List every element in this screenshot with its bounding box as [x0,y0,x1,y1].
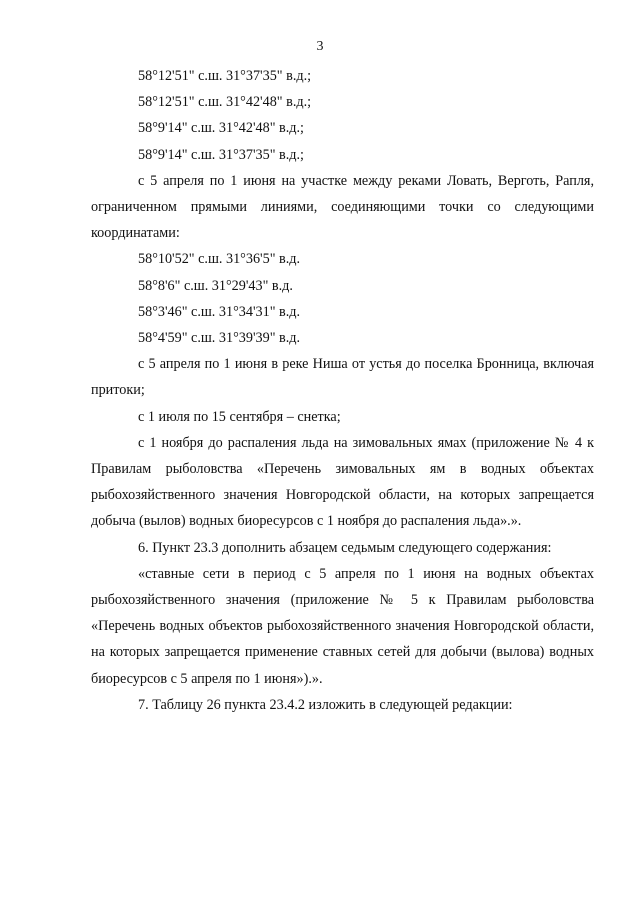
document-body [91,63,594,718]
coordinate-line: 58°9'14" с.ш. 31°42'48" в.д.; [138,120,304,137]
coordinates-list-2 [91,246,594,351]
paragraph-item-7: 7. Таблицу 26 пункта 23.4.2 изложить в следующей редакции: [138,696,513,713]
coordinate-line: 58°3'46" с.ш. 31°34'31" в.д. [138,303,301,320]
paragraph-nets: «ставные сети в период с 5 апреля по 1 июня на водных объектах рыбохозяйственного значения (приложение № 5 к Правилам рыболовства «Перечень водных объектов рыбохозяйственного значения Новгородской области, на которых запрещается применение ставных сетей для добычи (вылова) водных биоресурсов с 5 апреля по 1 июня»).». [91,565,594,687]
paragraph-snetka: с 1 июля по 15 сентября – снетка; [138,408,341,425]
coordinate-line: 58°12'51" с.ш. 31°42'48" в.д.; [138,94,312,111]
coordinate-line: 58°9'14" с.ш. 31°37'35" в.д.; [138,146,304,163]
coordinate-line: 58°10'52" с.ш. 31°36'5" в.д. [138,251,301,268]
paragraph-winter-pits: с 1 ноября до распаления льда на зимовальных ямах (приложение № 4 к Правилам рыболовства «Перечень зимовальных ям в водных объектах рыбохозяйственного значения Новгородской области, на которых запрещается добыча (вылов) водных биоресурсов с 1 ноября до распаления льда».». [91,434,594,530]
page-number: 3 [316,39,324,54]
coordinate-line: 58°4'59" с.ш. 31°39'39" в.д. [138,330,301,347]
paragraph-lovat: с 5 апреля по 1 июня на участке между реками Ловать, Верготь, Рапля, ограниченном прямыми линиями, соединяющими точки со следующими координатами: [91,172,594,242]
coordinate-line: 58°12'51" с.ш. 31°37'35" в.д.; [138,68,312,84]
paragraph-nisha: с 5 апреля по 1 июня в реке Ниша от устья до поселка Бронница, включая притоки; [91,356,594,399]
coordinate-line: 58°8'6" с.ш. 31°29'43" в.д. [138,277,293,294]
paragraph-item-6: 6. Пункт 23.3 дополнить абзацем седьмым следующего содержания: [138,539,552,556]
coordinates-list-1 [91,63,594,168]
